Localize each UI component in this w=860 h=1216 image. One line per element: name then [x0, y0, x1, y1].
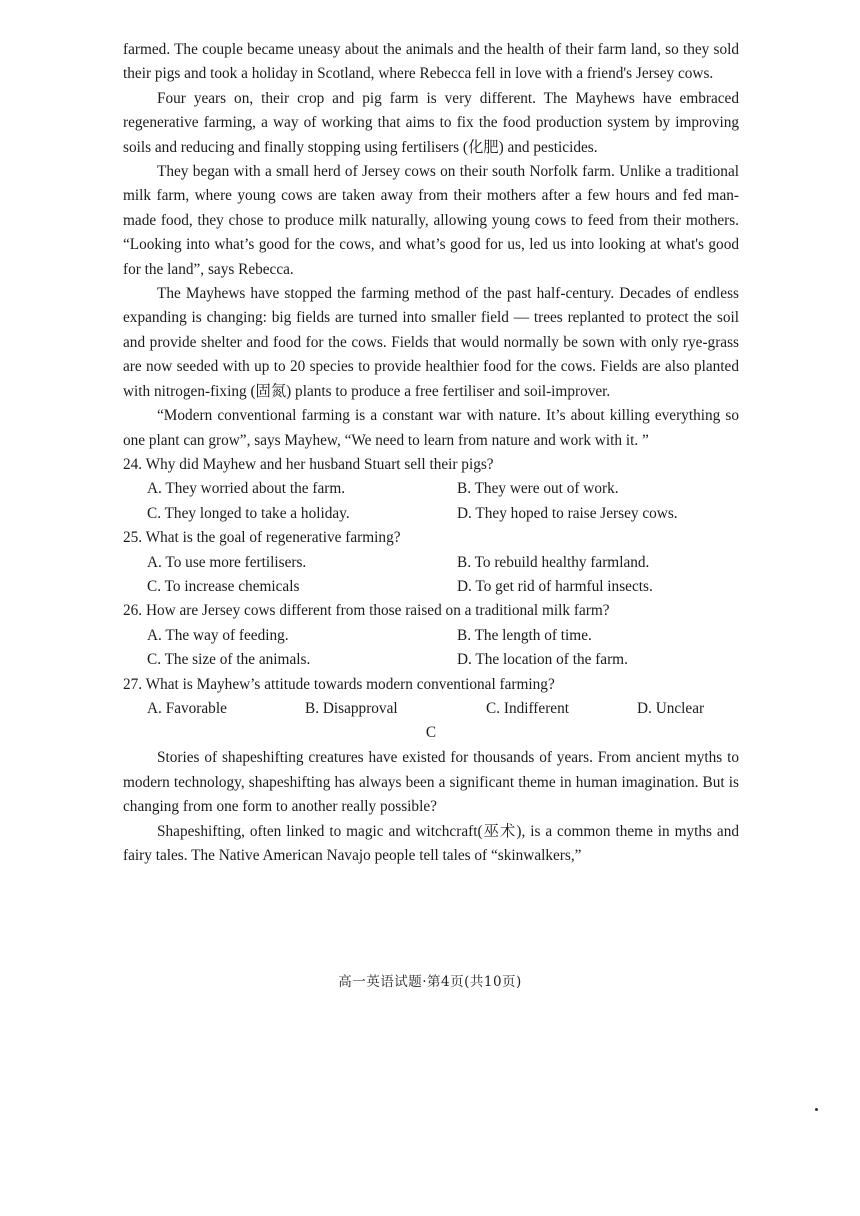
- passage-c-paragraph-1: Stories of shapeshifting creatures have existed for thousands of years. From ancient myths to modern technology, shapeshifting has always been a significant theme in human imagination. But is changing from one form to another really possible?: [123, 749, 739, 816]
- option-d: D. Unclear: [637, 699, 705, 717]
- question-stem: 24. Why did Mayhew and her husband Stuart sell their pigs?: [123, 455, 494, 473]
- passage-b-paragraph-4: The Mayhews have stopped the farming method of the past half-century. Decades of endless expanding is changing: big fields are turned into smaller field — trees replanted to protect the soil and provide shelter and food for the cows. Fields that would normally be sown with only rye-grass are now seeded with up to 20 species to provide healthier food for the cows. Fields are also planted with nitrogen-fixing (固氮) plants to produce a free fertiliser and soil-improver.: [123, 285, 739, 400]
- option-a: A. They worried about the farm.: [147, 480, 346, 498]
- option-c: C. Indifferent: [486, 699, 569, 717]
- option-d: D. They hoped to raise Jersey cows.: [457, 504, 678, 522]
- question-stem: 26. How are Jersey cows different from those raised on a traditional milk farm?: [123, 602, 610, 620]
- answer-options: [123, 551, 739, 600]
- option-b: B. To rebuild healthy farmland.: [457, 553, 650, 571]
- question-26: [123, 599, 739, 672]
- option-d: D. To get rid of harmful insects.: [457, 577, 653, 595]
- question-24: [123, 453, 739, 526]
- option-b: B. The length of time.: [457, 626, 592, 644]
- question-27: [123, 673, 739, 722]
- option-c: C. To increase chemicals: [147, 577, 300, 595]
- answer-options: [123, 624, 739, 673]
- answer-options: [123, 697, 739, 721]
- exam-page: [123, 38, 739, 868]
- option-a: A. Favorable: [147, 699, 227, 717]
- question-stem: 25. What is the goal of regenerative farming?: [123, 529, 401, 547]
- option-a: A. The way of feeding.: [147, 626, 289, 644]
- section-c-heading: C: [425, 724, 437, 742]
- passage-c-paragraph-2: Shapeshifting, often linked to magic and witchcraft(巫术), is a common theme in myths and fairy tales. The Native American Navajo people tell tales of “skinwalkers,”: [123, 822, 739, 864]
- scan-speck: [815, 1108, 818, 1111]
- option-a: A. To use more fertilisers.: [147, 553, 307, 571]
- answer-options: [123, 477, 739, 526]
- option-c: C. The size of the animals.: [147, 651, 311, 669]
- page-footer: 高一英语试题·第4页(共10页): [338, 974, 522, 990]
- passage-b-paragraph-3: They began with a small herd of Jersey cows on their south Norfolk farm. Unlike a traditional milk farm, where young cows are taken away from their mothers after a few hours and fed man-made food, they chose to produce milk naturally, allowing young cows to feed from their mothers. “Looking into what’s good for the cows, and what’s good for us, led us into looking at what's good for the land”, says Rebecca.: [123, 163, 739, 278]
- passage-b-paragraph-1: farmed. The couple became uneasy about the animals and the health of their farm land, so they sold their pigs and took a holiday in Scotland, where Rebecca fell in love with a friend's Jersey cows.: [123, 41, 739, 83]
- option-b: B. Disapproval: [305, 699, 398, 717]
- option-d: D. The location of the farm.: [457, 651, 628, 669]
- passage-b-paragraph-5: “Modern conventional farming is a constant war with nature. It’s about killing everything so one plant can grow”, says Mayhew, “We need to learn from nature and work with it. ”: [123, 407, 739, 449]
- option-b: B. They were out of work.: [457, 480, 619, 498]
- option-c: C. They longed to take a holiday.: [147, 504, 350, 522]
- question-25: [123, 526, 739, 599]
- question-stem: 27. What is Mayhew’s attitude towards modern conventional farming?: [123, 675, 555, 693]
- passage-b-paragraph-2: Four years on, their crop and pig farm is very different. The Mayhews have embraced regenerative farming, a way of working that aims to fix the food production system by improving soils and reducing and finally stopping using fertilisers (化肥) and pesticides.: [123, 89, 739, 156]
